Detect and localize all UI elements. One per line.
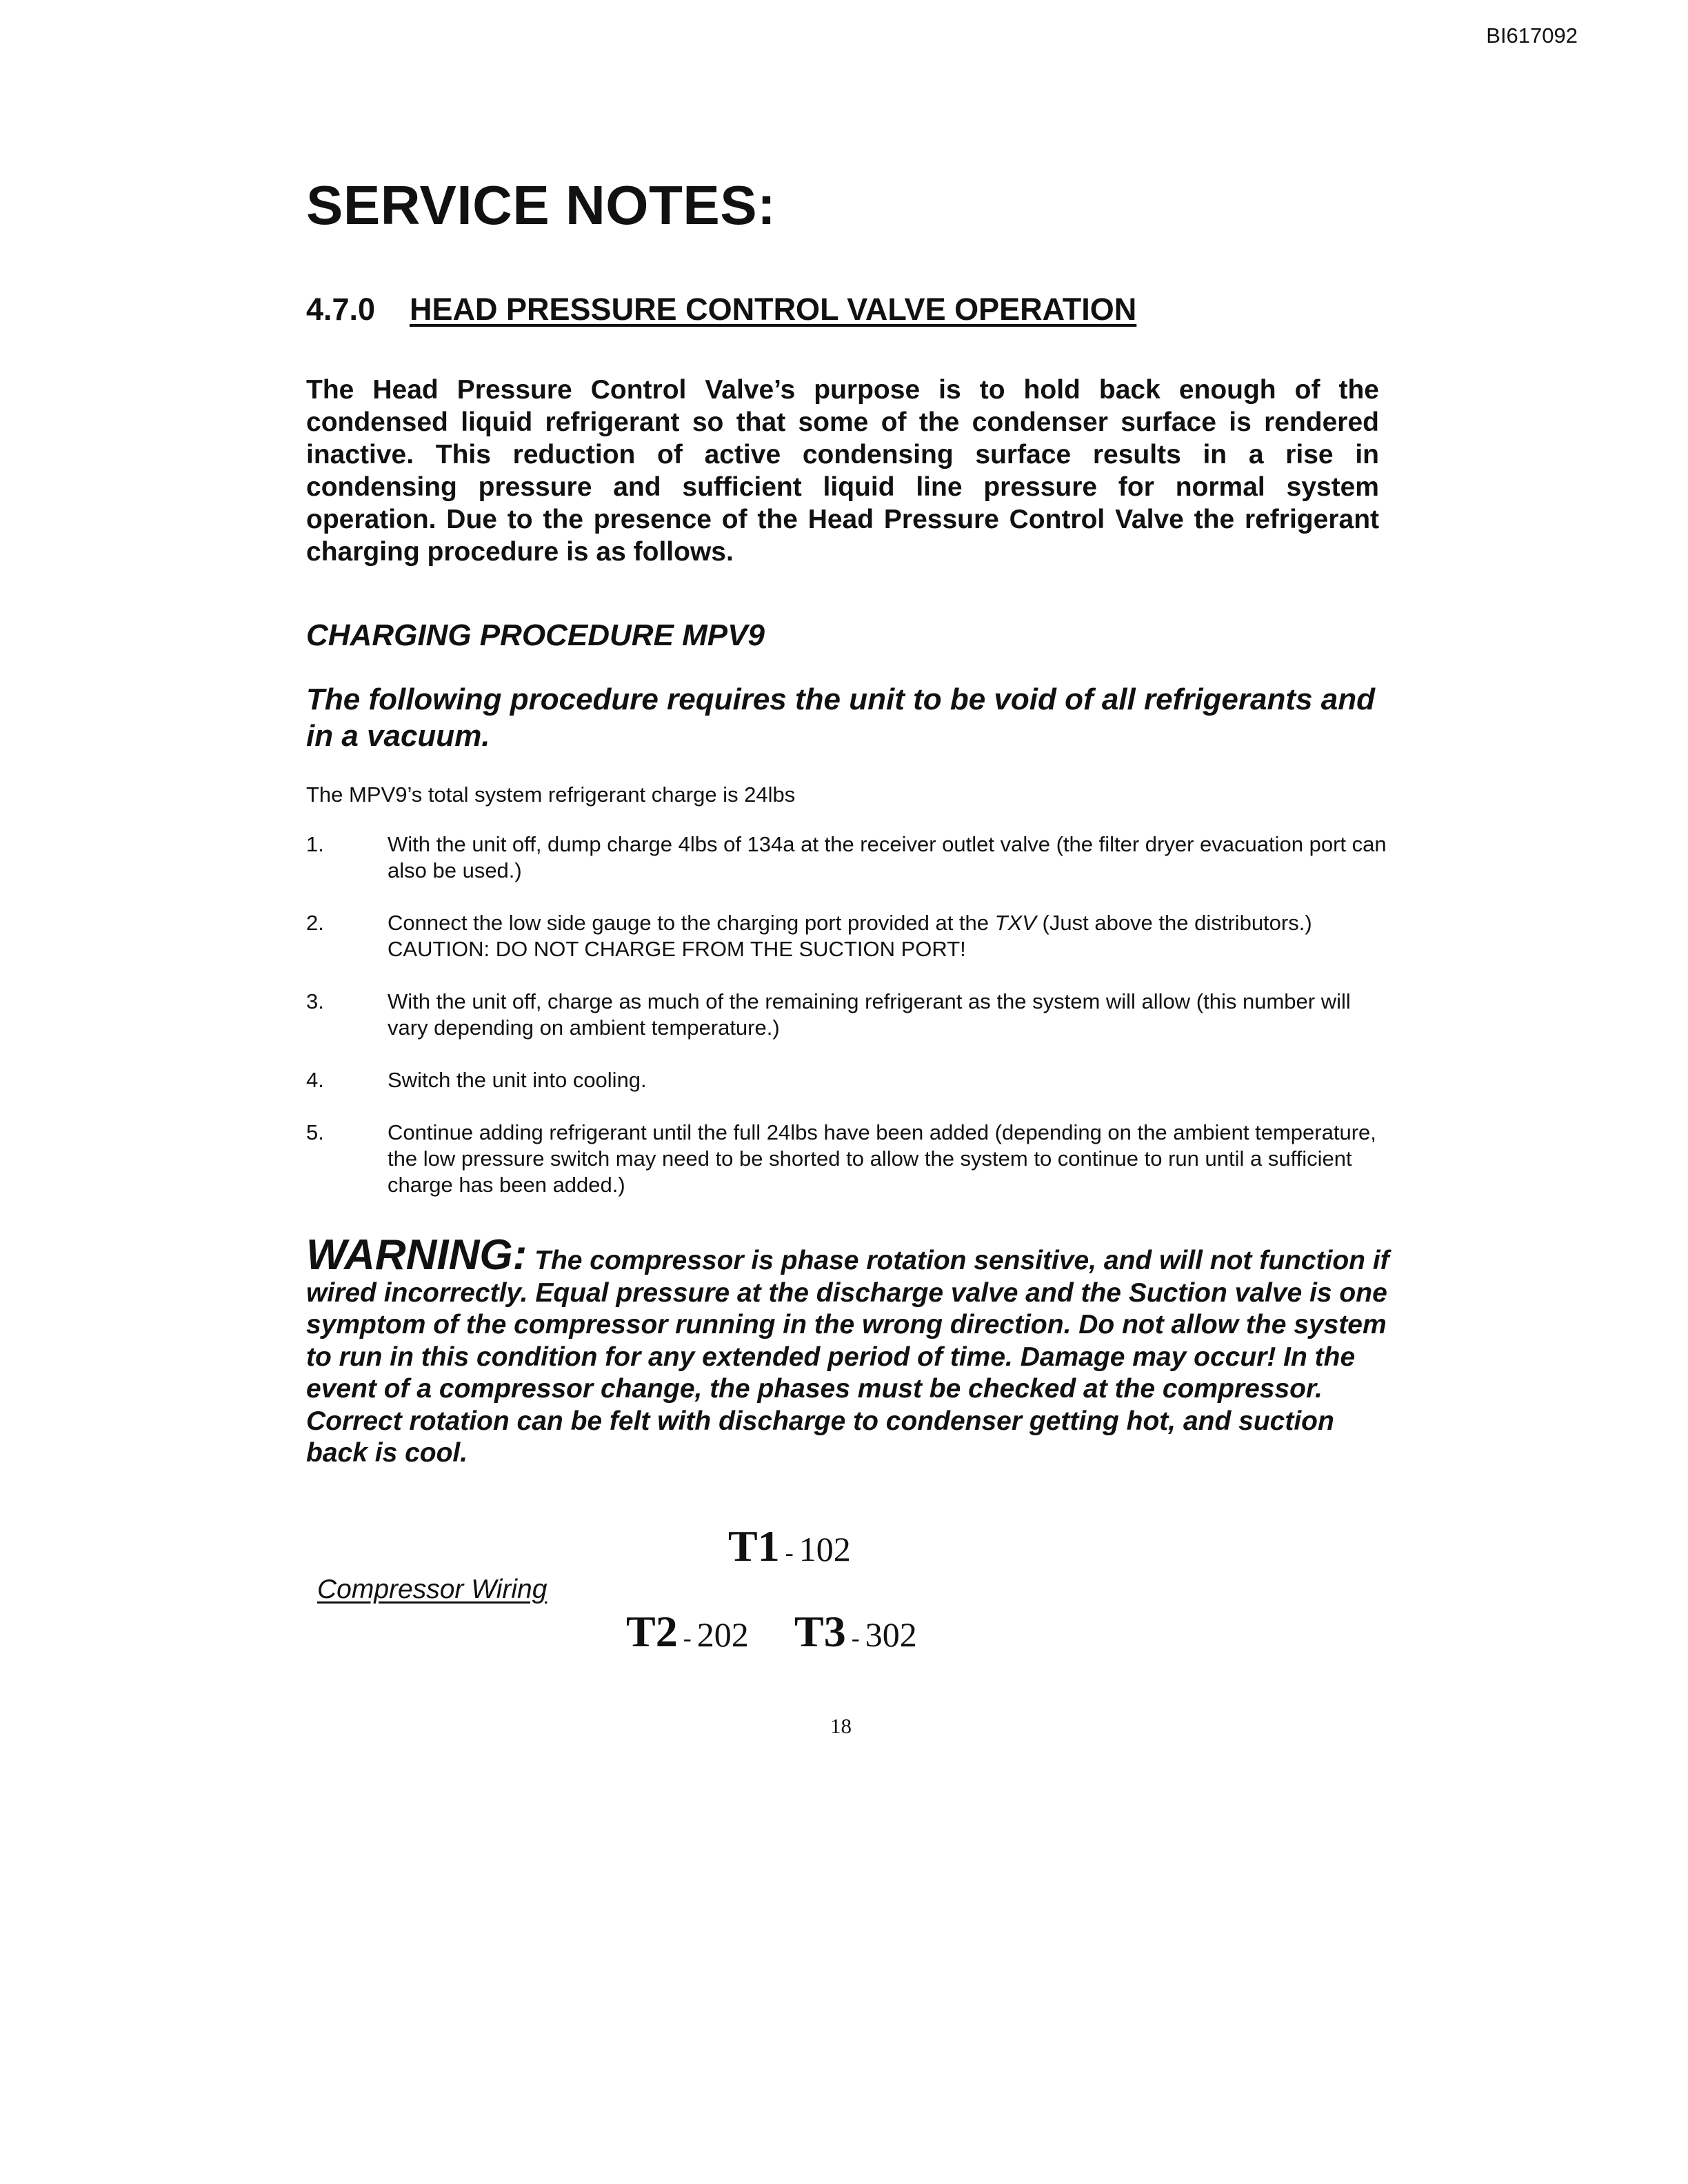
document-id: BI617092: [1486, 23, 1578, 48]
terminal-value: 102: [798, 1530, 851, 1568]
step-caution: CAUTION: DO NOT CHARGE FROM THE SUCTION PORT!: [388, 937, 966, 961]
step-number: 5.: [306, 1120, 324, 1144]
terminal-name: T2: [626, 1607, 678, 1656]
procedure-step: [306, 989, 1396, 1041]
total-charge-line: The MPV9’s total system refrigerant charge is 24lbs: [306, 782, 796, 807]
terminal-separator: -: [785, 1539, 794, 1566]
step-text: Switch the unit into cooling.: [388, 1068, 647, 1092]
step-text-emphasis: TXV: [994, 911, 1036, 935]
step-number: 3.: [306, 989, 324, 1013]
terminal-value: 202: [696, 1615, 749, 1654]
step-text: With the unit off, dump charge 4lbs of 134a at the receiver outlet valve (the filter dryer evacuation port can also be used.): [388, 832, 1387, 882]
step-text: [388, 910, 1396, 962]
terminal-name: T3: [794, 1607, 846, 1656]
section-title: HEAD PRESSURE CONTROL VALVE OPERATION: [410, 292, 1137, 327]
section-heading: [306, 291, 1136, 328]
procedure-subheading: The following procedure requires the unit to be void of all refrigerants and in a vacuum.: [306, 682, 1375, 753]
step-text-after: (Just above the distributors.): [1036, 911, 1312, 935]
procedure-step: [306, 831, 1396, 884]
terminal-value: 302: [865, 1615, 917, 1654]
warning-text: The compressor is phase rotation sensitive, and will not function if wired incorrectly. Equal pressure at the discharge valve and the Suction valve is one symptom of the compressor running in the wrong direction. Do not allow the system to run in this condition for any extended period of time. Damage may occur! In the event of a compressor change, the phases must be checked at the compressor. Correct rotation can be felt with discharge to condenser getting hot, and suction back is cool.: [306, 1246, 1389, 1468]
compressor-wiring-label: Compressor Wiring: [317, 1575, 547, 1604]
step-text: With the unit off, charge as much of the remaining refrigerant as the system will allow (this number will vary depending on ambient temperature.): [388, 989, 1351, 1040]
procedure-step: [306, 1120, 1396, 1198]
procedure-heading: CHARGING PROCEDURE MPV9: [306, 618, 765, 652]
page-title: SERVICE NOTES:: [306, 174, 776, 236]
procedure-step: [306, 910, 1396, 962]
procedure-step: [306, 1067, 1396, 1093]
terminal-separator: -: [851, 1624, 860, 1652]
step-number: 1.: [306, 832, 324, 856]
step-text: Continue adding refrigerant until the full 24lbs have been added (depending on the ambient temperature, the low pressure switch may need to be shorted to allow the system to continue to run until a sufficient charge has been added.): [388, 1120, 1376, 1197]
intro-paragraph: The Head Pressure Control Valve’s purpose is to hold back enough of the condensed liquid refrigerant so that some of the condenser surface is rendered inactive. This reduction of active condensing surface results in a rise in condensing pressure and sufficient liquid line pressure for normal system operation. Due to the presence of the Head Pressure Control Valve the refrigerant charging procedure is as follows.: [306, 375, 1379, 567]
section-number: 4.7.0: [306, 292, 376, 327]
step-number: 4.: [306, 1068, 324, 1092]
terminal-t2: [626, 1606, 749, 1657]
terminal-name: T1: [728, 1521, 780, 1570]
terminal-t3: [794, 1606, 917, 1657]
terminal-t1: [728, 1521, 851, 1572]
procedure-steps: [306, 831, 1396, 1224]
step-text-before: Connect the low side gauge to the charging port provided at the: [388, 911, 995, 935]
terminal-separator: -: [683, 1624, 692, 1652]
page-number: 18: [830, 1714, 852, 1738]
warning-label: WARNING:: [306, 1231, 528, 1279]
warning-paragraph: [306, 1231, 1396, 1470]
step-number: 2.: [306, 911, 324, 935]
